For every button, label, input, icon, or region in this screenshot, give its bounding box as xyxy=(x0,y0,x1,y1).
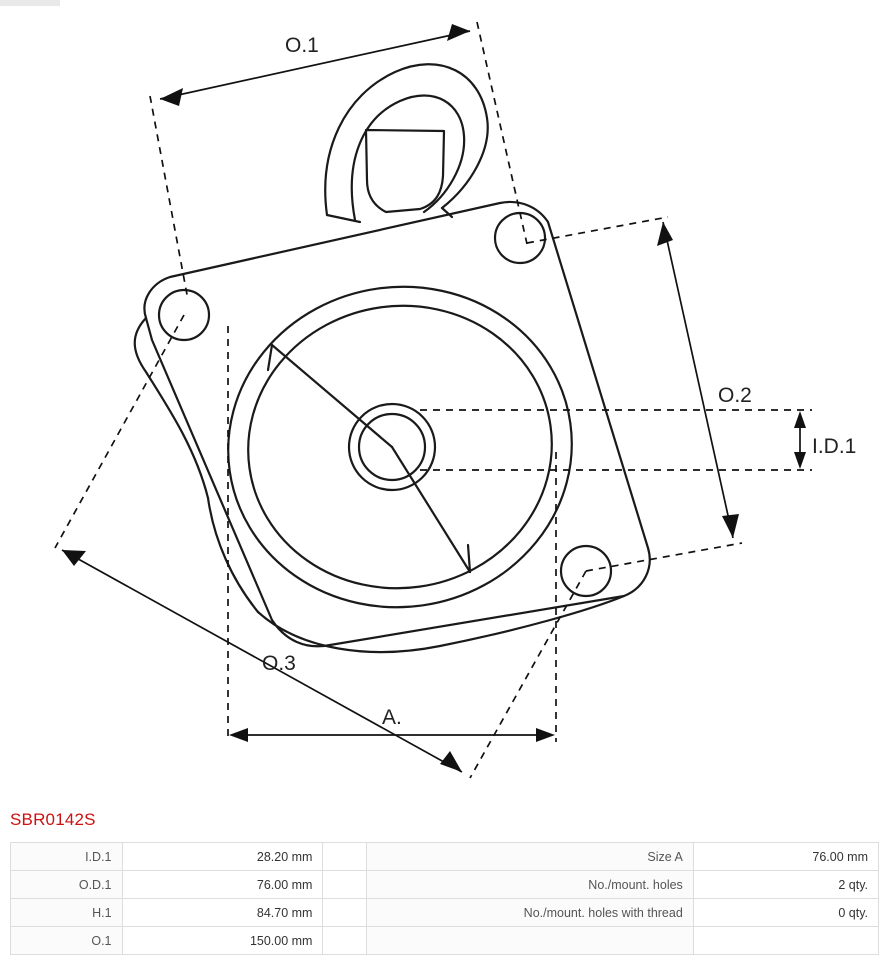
a-arrow-right xyxy=(536,728,555,742)
spec-value-size-a: 76.00 mm xyxy=(693,843,878,871)
spec-gap xyxy=(323,927,366,955)
table-row xyxy=(11,927,879,955)
part-code: SBR0142S xyxy=(10,810,96,829)
spec-label-mount-holes: No./mount. holes xyxy=(366,871,693,899)
o3-arrow-start xyxy=(62,550,86,566)
spec-label-od1: O.D.1 xyxy=(11,871,123,899)
dim-label-a: A. xyxy=(382,706,402,729)
spec-value-empty xyxy=(693,927,878,955)
spec-value-mount-holes: 2 qty. xyxy=(693,871,878,899)
flange-left-contour xyxy=(135,318,208,498)
dim-label-o2: O.2 xyxy=(718,384,752,407)
o3-arrow-end xyxy=(440,751,462,772)
id1-arrow-top xyxy=(794,411,806,428)
o1-extension-right xyxy=(477,22,527,244)
spec-value-id1: 28.20 mm xyxy=(122,843,323,871)
spec-gap xyxy=(323,871,366,899)
o1-extension-left xyxy=(150,96,188,300)
spec-value-od1: 76.00 mm xyxy=(122,871,323,899)
o2-arrow-bottom xyxy=(722,514,739,538)
dim-label-o1: O.1 xyxy=(285,34,319,57)
table-row xyxy=(11,871,879,899)
spoke-upper-left xyxy=(272,345,392,447)
o1-arrow-right xyxy=(447,24,470,41)
mount-hole-top xyxy=(495,213,545,263)
flange-left-contour-2 xyxy=(208,498,258,612)
a-arrow-left xyxy=(229,728,248,742)
o3-extension-lower xyxy=(470,571,586,778)
spec-value-h1: 84.70 mm xyxy=(122,899,323,927)
table-row xyxy=(11,843,879,871)
o2-dimension-line xyxy=(663,222,733,538)
spec-label-id1: I.D.1 xyxy=(11,843,123,871)
spec-label-mount-holes-thread: No./mount. holes with thread xyxy=(366,899,693,927)
o2-arrow-top xyxy=(657,222,673,246)
o1-arrow-left xyxy=(160,88,183,106)
spec-label-empty xyxy=(366,927,693,955)
o3-extension-upper xyxy=(55,315,184,548)
dim-label-o3: O.3 xyxy=(262,652,296,675)
spec-label-o1: O.1 xyxy=(11,927,123,955)
lifting-eye-inner xyxy=(352,96,464,221)
lifting-eye-slot xyxy=(366,130,444,212)
id1-arrow-bottom xyxy=(794,452,806,469)
housing-outline xyxy=(144,202,649,646)
specifications-table xyxy=(10,842,879,955)
spec-label-size-a: Size A xyxy=(366,843,693,871)
spoke-upper-left-tip xyxy=(268,345,272,370)
spec-value-o1: 150.00 mm xyxy=(122,927,323,955)
table-row xyxy=(11,899,879,927)
dim-label-id1: I.D.1 xyxy=(812,435,857,458)
spec-gap xyxy=(323,843,366,871)
spec-gap xyxy=(323,899,366,927)
spec-value-mount-holes-thread: 0 qty. xyxy=(693,899,878,927)
bore-circle-outer xyxy=(207,265,592,630)
spec-label-h1: H.1 xyxy=(11,899,123,927)
o2-extension-bottom xyxy=(586,543,742,571)
